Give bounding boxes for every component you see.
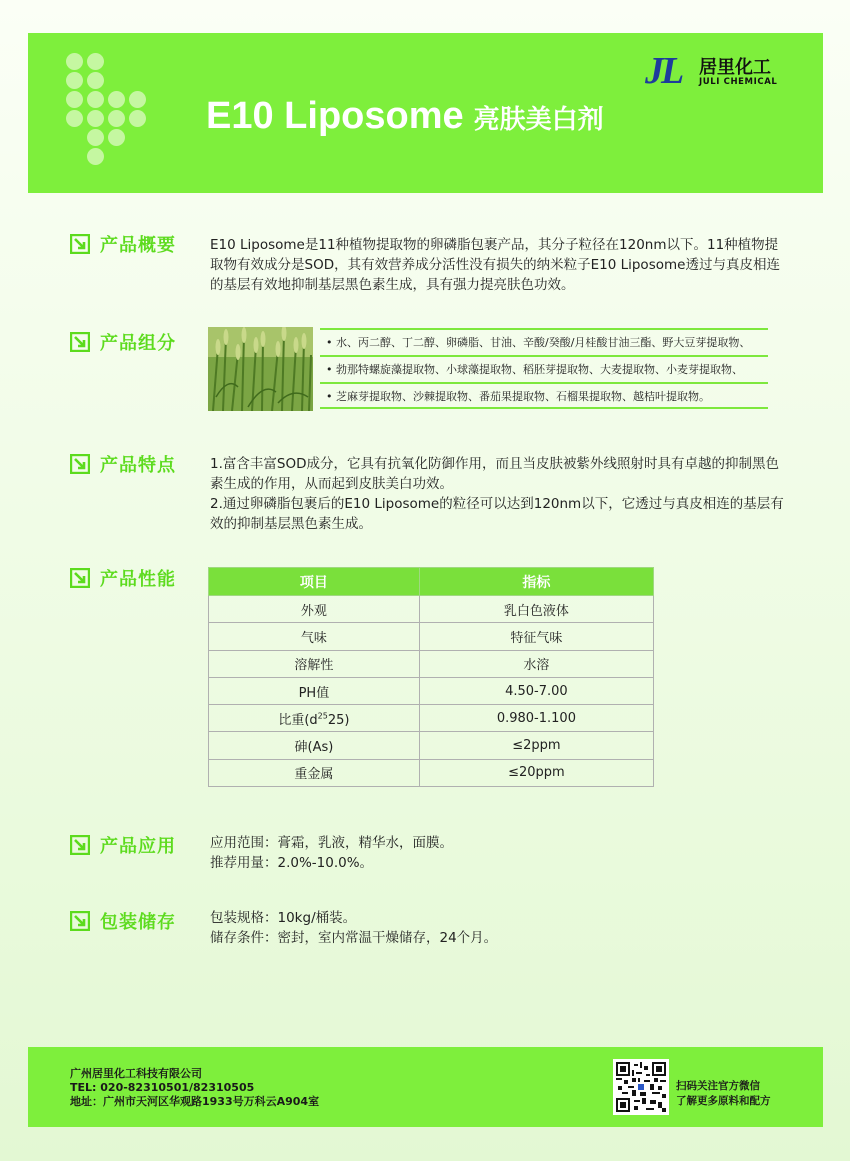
checkbox-arrow-icon: [70, 332, 90, 352]
section-label-application: [70, 834, 176, 856]
page-title: [206, 95, 604, 138]
address: 地址：广州市天河区华观路1933号万科云A904室: [70, 1095, 320, 1108]
section-title: 产品性能: [100, 569, 176, 590]
table-row: [209, 732, 654, 759]
density-label-tail: 25): [327, 712, 350, 728]
checkbox-arrow-icon: [70, 568, 90, 588]
table-row: [209, 596, 654, 623]
table-row: [209, 677, 654, 704]
application-range: 应用范围：膏霜，乳液，精华水，面膜。: [210, 835, 453, 851]
checkbox-arrow-icon: [70, 911, 90, 931]
table-row: [209, 705, 654, 732]
section-label-features: [70, 453, 176, 475]
table-cell: ≤2ppm: [419, 732, 653, 759]
table-row: [209, 650, 654, 677]
table-cell: 特征气味: [419, 623, 653, 650]
section-label-performance: [70, 567, 176, 589]
table-cell: 气味: [209, 623, 420, 650]
column-header: 项目: [209, 568, 420, 596]
storage-conditions: 储存条件：密封，室内常温干燥储存，24个月。: [210, 930, 498, 946]
logo-name-cn: 居里化工: [699, 57, 771, 78]
section-title: 产品特点: [100, 455, 176, 476]
section-title: 产品概要: [100, 235, 176, 256]
title-cn: 亮肤美白剂: [473, 105, 604, 135]
spec-table: [208, 567, 654, 787]
title-en: E10 Liposome: [206, 95, 464, 137]
table-row: [209, 623, 654, 650]
table-header-row: [209, 568, 654, 596]
overview-paragraph: E10 Liposome是11种植物提取物的卵磷脂包裹产品，其分子粒径在120nm以下。11种植物提取物有效成分是SOD，其有效营养成分活性没有损失的纳米粒子E10 Liposome透过与真皮相连的基层有效地抑制基层黑色素生成，具有强力提亮肤色功效。: [210, 237, 780, 293]
logo-name-en: JULI CHEMICAL: [699, 77, 778, 87]
table-row: [209, 759, 654, 786]
header-banner: [28, 33, 823, 193]
company-logo: [645, 51, 795, 91]
telephone: TEL: 020-82310501/82310505: [70, 1081, 255, 1094]
contact-info: [70, 1067, 319, 1109]
table-cell: 溶解性: [209, 650, 420, 677]
section-title: 产品组分: [100, 333, 176, 354]
density-label: 比重(d: [278, 712, 318, 728]
list-item: • 芝麻芽提取物、沙棘提取物、番茄果提取物、石榴果提取物、越桔叶提取物。: [320, 382, 768, 409]
section-title: 包装储存: [100, 912, 176, 933]
table-cell: 重金属: [209, 759, 420, 786]
list-item: • 勃那特螺旋藻提取物、小球藻提取物、稻胚芽提取物、大麦提取物、小麦芽提取物、: [320, 355, 768, 382]
section-label-composition: [70, 331, 176, 353]
section-label-overview: [70, 233, 176, 255]
table-cell: 外观: [209, 596, 420, 623]
table-cell: 乳白色液体: [419, 596, 653, 623]
footer-banner: [28, 1047, 823, 1127]
ingredient-list: [320, 328, 768, 409]
qr-caption-line2: 了解更多原料和配方: [676, 1095, 771, 1107]
company-name: 广州居里化工科技有限公司: [70, 1067, 202, 1080]
table-cell: PH值: [209, 677, 420, 704]
application-text: [210, 833, 785, 873]
dot-pattern-icon: [66, 53, 176, 178]
checkbox-arrow-icon: [70, 454, 90, 474]
table-cell: ≤20ppm: [419, 759, 653, 786]
table-cell: 0.980-1.100: [419, 705, 653, 732]
checkbox-arrow-icon: [70, 234, 90, 254]
storage-packaging: 包装规格：10kg/桶装。: [210, 910, 357, 926]
table-cell: 4.50-7.00: [419, 677, 653, 704]
feature-paragraph-2: 2.通过卵磷脂包裹后的E10 Liposome的粒径可以达到120nm以下，它透过与真皮相连的基层有效的抑制基层黑色素生成。: [210, 496, 784, 532]
table-cell: 水溶: [419, 650, 653, 677]
qr-caption: [676, 1079, 771, 1109]
table-cell: 砷(As): [209, 732, 420, 759]
wheat-field-image: [208, 327, 313, 411]
application-dosage: 推荐用量：2.0%-10.0%。: [210, 855, 374, 871]
features-text: [210, 454, 785, 534]
checkbox-arrow-icon: [70, 835, 90, 855]
section-title: 产品应用: [100, 836, 176, 857]
section-label-storage: [70, 910, 176, 932]
qr-caption-line1: 扫码关注官方微信: [676, 1080, 760, 1092]
table-cell: [209, 705, 420, 732]
list-item: • 水、丙二醇、丁二醇、卵磷脂、甘油、辛酸/癸酸/月桂酸甘油三酯、野大豆芽提取物、: [320, 328, 768, 355]
storage-text: [210, 908, 785, 948]
logo-mark: JL: [645, 50, 682, 92]
density-superscript: 25: [317, 711, 328, 721]
feature-paragraph-1: 1.富含丰富SOD成分，它具有抗氧化防御作用，而且当皮肤被紫外线照射时具有卓越的抑制黑色素生成的作用，从而起到皮肤美白功效。: [210, 456, 779, 492]
column-header: 指标: [419, 568, 653, 596]
qr-code-icon[interactable]: [613, 1059, 669, 1115]
overview-text: [210, 235, 785, 295]
